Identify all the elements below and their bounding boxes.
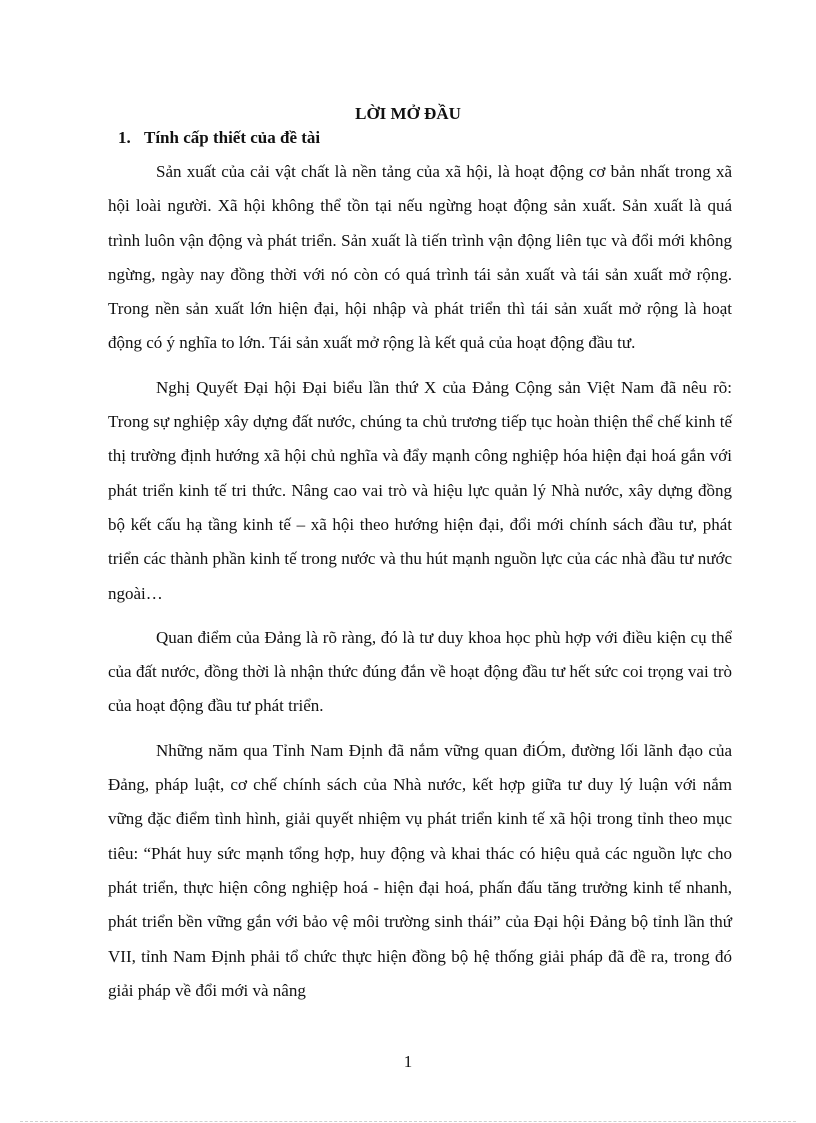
section-heading-text: Tính cấp thiết của đề tài bbox=[144, 128, 321, 147]
paragraph: Quan điểm của Đảng là rõ ràng, đó là tư duy khoa học phù hợp với điều kiện cụ thể của đất nước, đồng thời là nhận thức đúng đắn về hoạt động đầu tư hết sức coi trọng vai trò của hoạt động đầu tư phát triển. bbox=[108, 627, 732, 716]
page-number: 1 bbox=[403, 1052, 413, 1071]
paragraph: Sản xuất của cải vật chất là nền tảng của xã hội, là hoạt động cơ bản nhất trong xã hội loài người. Xã hội không thể tồn tại nếu ngừng hoạt động sản xuất. Sản xuất là quá trình luôn vận động và phát triển. Sản xuất là tiến trình vận động liên tục và đổi mới không ngừng, ngày nay đồng thời với nó còn có quá trình tái sản xuất và tái sản xuất mở rộng. Trong nền sản xuất lớn hiện đại, hội nhập và phát triển thì tái sản xuất mở rộng là hoạt động có ý nghĩa to lớn. Tái sản xuất mở rộng là kết quả của hoạt động đầu tư. bbox=[108, 162, 732, 353]
section-number: 1. bbox=[118, 128, 131, 147]
footer-divider bbox=[20, 1121, 796, 1122]
paragraph: Những năm qua Tỉnh Nam Định đã nắm vững quan điÓm, đường lối lãnh đạo của Đảng, pháp luật, cơ chế chính sách của Nhà nước, kết hợp giữa tư duy lý luận với nắm vững đặc điểm tình hình, giải quyết nhiệm vụ phát triển kinh tế xã hội trong tỉnh theo mục tiêu: “Phát huy sức mạnh tổng hợp, huy động và khai thác có hiệu quả các nguồn lực cho phát triển, thực hiện công nghiệp hoá - hiện đại hoá, phấn đấu tăng trưởng kinh tế nhanh, phát triển bền vững gắn với bảo vệ môi trường sinh thái” của Đại hội Đảng bộ tỉnh lần thứ VII, tỉnh Nam Định phải tổ chức thực hiện đồng bộ hệ thống giải pháp đã đề ra, trong đó giải pháp về đổi mới và nâng bbox=[108, 740, 732, 1000]
paragraph: Nghị Quyết Đại hội Đại biểu lần thứ X của Đảng Cộng sản Việt Nam đã nêu rõ: Trong sự nghiệp xây dựng đất nước, chúng ta chủ trương tiếp tục hoàn thiện thể chế kinh tế thị trường định hướng xã hội chủ nghĩa và đẩy mạnh công nghiệp hóa hiện đại hoá gắn với phát triển kinh tế tri thức. Nâng cao vai trò và hiệu lực quản lý Nhà nước, xây dựng đồng bộ kết cấu hạ tầng kinh tế – xã hội theo hướng hiện đại, đổi mới chính sách đầu tư, phát triển các thành phần kinh tế trong nước và thu hút mạnh nguồn lực của các nhà đầu tư nước ngoài… bbox=[108, 377, 732, 603]
document-title: LỜI MỞ ĐẦU bbox=[355, 104, 461, 123]
body-text bbox=[108, 155, 732, 1008]
section-heading bbox=[118, 128, 320, 148]
